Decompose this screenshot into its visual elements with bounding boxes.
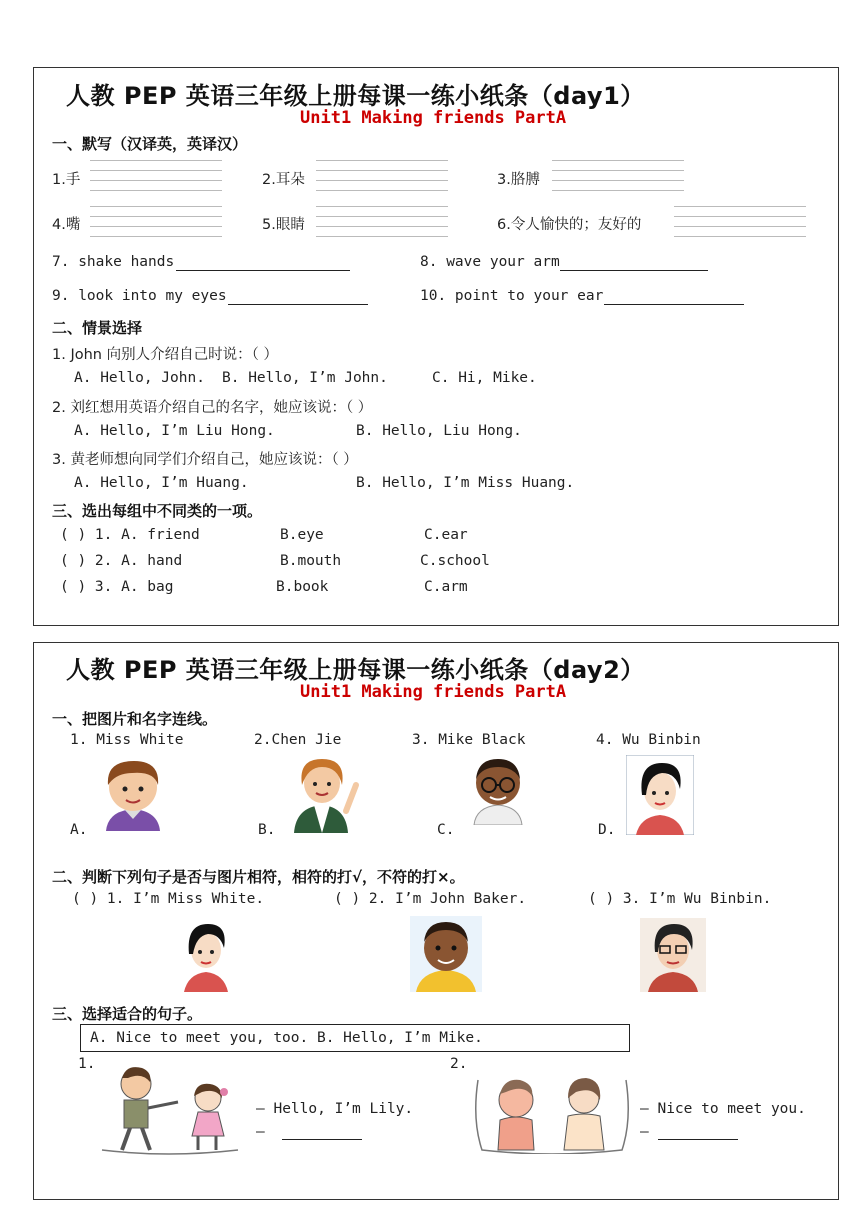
phrase-point-ear: 10. point to your ear — [420, 288, 604, 304]
option-b[interactable]: B. Hello, Liu Hong. — [356, 423, 522, 439]
picture-label-d: D. — [598, 822, 616, 838]
dialogue-2-number: 2. — [450, 1056, 468, 1072]
dictation-item-eye: 5.眼睛 — [262, 217, 305, 233]
answer-blank[interactable] — [604, 304, 744, 305]
girl-picture[interactable] — [626, 755, 694, 835]
woman-glasses-picture — [640, 918, 706, 992]
dictation-item-mouth: 4.嘴 — [52, 217, 81, 233]
girl-picture — [176, 918, 236, 992]
day1-section1-heading: 一、默写（汉译英，英译汉） — [52, 135, 248, 153]
day1-title: 人教 PEP 英语三年级上册每课一练小纸条（day1） — [66, 82, 645, 110]
picture-label-b: B. — [258, 822, 276, 838]
odd-one-row-3[interactable]: ( ) 3. A. bag — [60, 579, 174, 595]
dialogue-1-picture — [98, 1062, 244, 1156]
day1-subtitle: Unit1 Making friends PartA — [300, 108, 567, 128]
name-chen-jie: 2.Chen Jie — [254, 732, 342, 748]
day2-section1-heading: 一、把图片和名字连线。 — [52, 710, 218, 728]
name-wu-binbin: 4. Wu Binbin — [596, 732, 701, 748]
option-a[interactable]: A. Hello, I’m Huang. — [74, 475, 249, 491]
day2-title: 人教 PEP 英语三年级上册每课一练小纸条（day2） — [66, 656, 645, 684]
odd-one-option[interactable]: C.arm — [424, 579, 468, 595]
picture-label-c: C. — [437, 822, 455, 838]
odd-one-row-1[interactable]: ( ) 1. A. friend — [60, 527, 200, 543]
writing-lines[interactable] — [90, 206, 222, 240]
day2-section2-heading: 二、判断下列句子是否与图片相符，相符的打√，不符的打×。 — [52, 868, 465, 886]
answer-blank[interactable] — [228, 304, 368, 305]
woman-waving-picture[interactable] — [284, 755, 362, 833]
name-miss-white: 1. Miss White — [70, 732, 184, 748]
dictation-item-arm: 3.胳膊 — [497, 172, 540, 188]
odd-one-row-2[interactable]: ( ) 2. A. hand — [60, 553, 183, 569]
answer-blank[interactable] — [560, 270, 708, 271]
question-3: 3. 黄老师想向同学们介绍自己，她应该说：（ ） — [52, 452, 358, 468]
writing-lines[interactable] — [316, 160, 448, 194]
boy-glasses-picture[interactable] — [466, 755, 530, 825]
day1-section2-heading: 二、情景选择 — [52, 319, 143, 337]
judge-item-2[interactable]: ( ) 2. I’m John Baker. — [334, 891, 527, 907]
question-2: 2. 刘红想用英语介绍自己的名字，她应该说：（ ） — [52, 400, 373, 416]
question-1: 1. John 向别人介绍自己时说：（ ） — [52, 347, 278, 363]
answer-blank[interactable] — [176, 270, 350, 271]
dictation-item-hand: 1.手 — [52, 172, 81, 188]
day2-section3-heading: 三、选择适合的句子。 — [52, 1005, 203, 1023]
option-b[interactable]: B. Hello, I’m John. — [222, 370, 388, 386]
odd-one-option[interactable]: B.mouth — [280, 553, 342, 569]
name-mike-black: 3. Mike Black — [412, 732, 526, 748]
writing-lines[interactable] — [674, 206, 806, 240]
phrase-look-eyes: 9. look into my eyes — [52, 288, 227, 304]
phrase-wave-arm: 8. wave your arm — [420, 254, 560, 270]
option-a[interactable]: A. Hello, I’m Liu Hong. — [74, 423, 275, 439]
dialogue-2-line-1: — Nice to meet you. — [640, 1101, 806, 1117]
answer-blank[interactable] — [282, 1139, 362, 1140]
option-b[interactable]: B. Hello, I’m Miss Huang. — [356, 475, 575, 491]
writing-lines[interactable] — [552, 160, 684, 194]
option-a[interactable]: A. Hello, John. — [74, 370, 205, 386]
dictation-item-friendly: 6.令人愉快的；友好的 — [497, 217, 642, 233]
dialogue-1-line-2: — — [256, 1124, 265, 1140]
boy-picture — [410, 916, 482, 992]
judge-item-1[interactable]: ( ) 1. I’m Miss White. — [72, 891, 265, 907]
picture-label-a: A. — [70, 822, 88, 838]
options-text: A. Nice to meet you, too. B. Hello, I’m Mike. — [90, 1030, 483, 1046]
odd-one-option[interactable]: C.school — [420, 553, 490, 569]
odd-one-option[interactable]: B.book — [276, 579, 329, 595]
writing-lines[interactable] — [316, 206, 448, 240]
dialogue-2-picture — [472, 1070, 632, 1154]
day1-section3-heading: 三、选出每组中不同类的一项。 — [52, 502, 263, 520]
dialogue-1-number: 1. — [78, 1056, 96, 1072]
judge-item-3[interactable]: ( ) 3. I’m Wu Binbin. — [588, 891, 772, 907]
phrase-shake-hands: 7. shake hands — [52, 254, 175, 270]
dialogue-2-line-2: — — [640, 1124, 649, 1140]
writing-lines[interactable] — [90, 160, 222, 194]
boy-purple-picture[interactable] — [98, 755, 168, 831]
dialogue-1-line-1: — Hello, I’m Lily. — [256, 1101, 414, 1117]
option-c[interactable]: C. Hi, Mike. — [432, 370, 537, 386]
odd-one-option[interactable]: B.eye — [280, 527, 324, 543]
dictation-item-ear: 2.耳朵 — [262, 172, 305, 188]
answer-blank[interactable] — [658, 1139, 738, 1140]
day2-subtitle: Unit1 Making friends PartA — [300, 682, 567, 702]
odd-one-option[interactable]: C.ear — [424, 527, 468, 543]
